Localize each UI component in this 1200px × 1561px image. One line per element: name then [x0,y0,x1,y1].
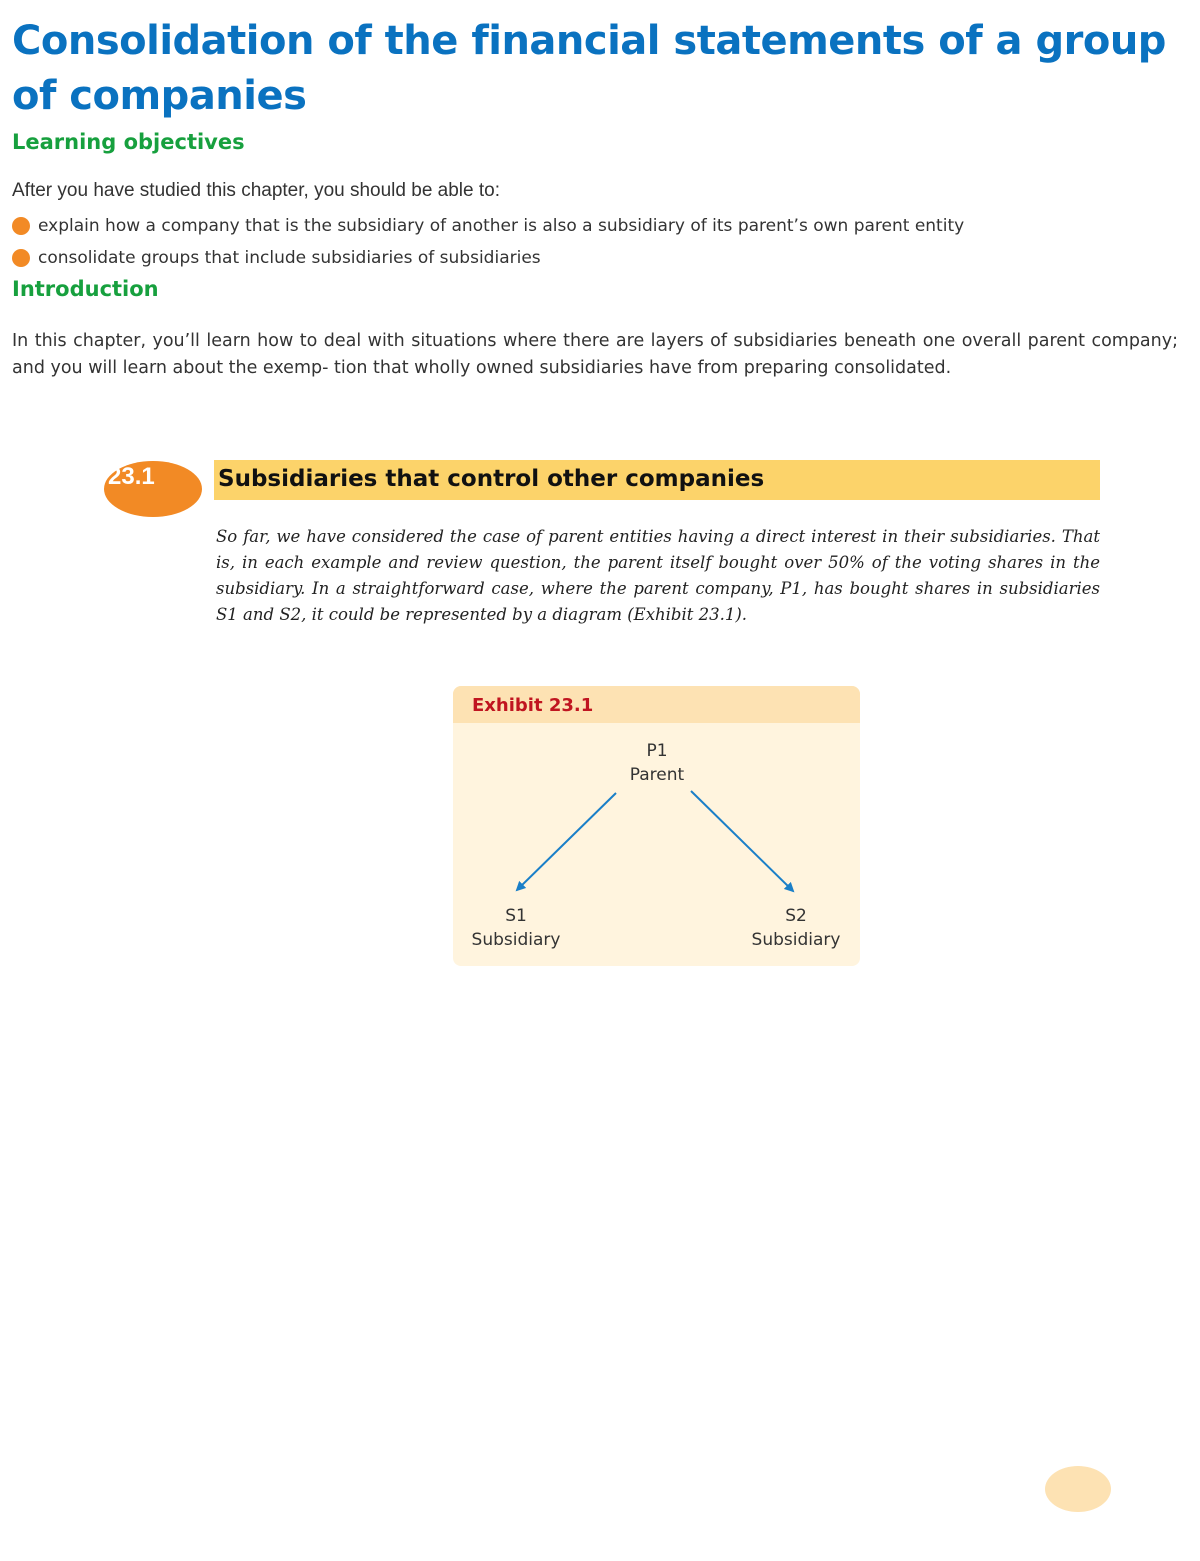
introduction-heading: Introduction [12,277,159,301]
arrow-parent-to-s1 [517,793,616,890]
section-body-paragraph: So far, we have considered the case of parent entities having a direct interest in their subsidiaries. That is, in each example and review question, the parent itself bought over 50% of the voting shares in the subsidiary. In a straightforward case, where the parent company, P1, has bought shares in subsidiaries S1 and S2, it could be represented by a diagram (Exhibit 23.1). [216,527,1100,624]
node-s1-name: S1 [505,906,527,926]
node-subsidiary-s1 [461,904,571,952]
node-parent-name: P1 [646,741,668,761]
section-number: 23.1 [108,463,155,490]
page-number-badge [1045,1466,1111,1512]
arrow-parent-to-s2 [691,791,793,891]
introduction-paragraph: In this chapter, you’ll learn how to deal with situations where there are layers of subsidiaries beneath one overall parent company; and you will learn about the exemp- tion that wholly owned subsidiaries have from preparing consolidated. [12,331,1178,378]
orange-bullet-icon [12,217,30,235]
objective-text: consolidate groups that include subsidiaries of subsidiaries [38,248,541,268]
node-s2-role: Subsidiary [751,930,841,950]
learning-objectives-heading: Learning objectives [12,130,245,154]
section-title: Subsidiaries that control other companies [218,466,765,492]
node-s2-name: S2 [785,906,807,926]
node-s1-role: Subsidiary [471,930,561,950]
learning-objectives-intro: After you have studied this chapter, you should be able to: [12,180,500,201]
objective-text: explain how a company that is the subsidiary of another is also a subsidiary of its parent’s own parent entity [38,216,965,236]
exhibit-title: Exhibit 23.1 [472,695,594,716]
node-parent-role: Parent [629,765,685,785]
objective-item [12,216,964,236]
node-subsidiary-s2 [741,904,851,952]
node-parent [607,739,707,787]
orange-bullet-icon [12,249,30,267]
exhibit-diagram [453,686,860,966]
chapter-title: Consolidation of the financial statements of a group of companies [12,18,1166,119]
objective-item [12,248,541,268]
